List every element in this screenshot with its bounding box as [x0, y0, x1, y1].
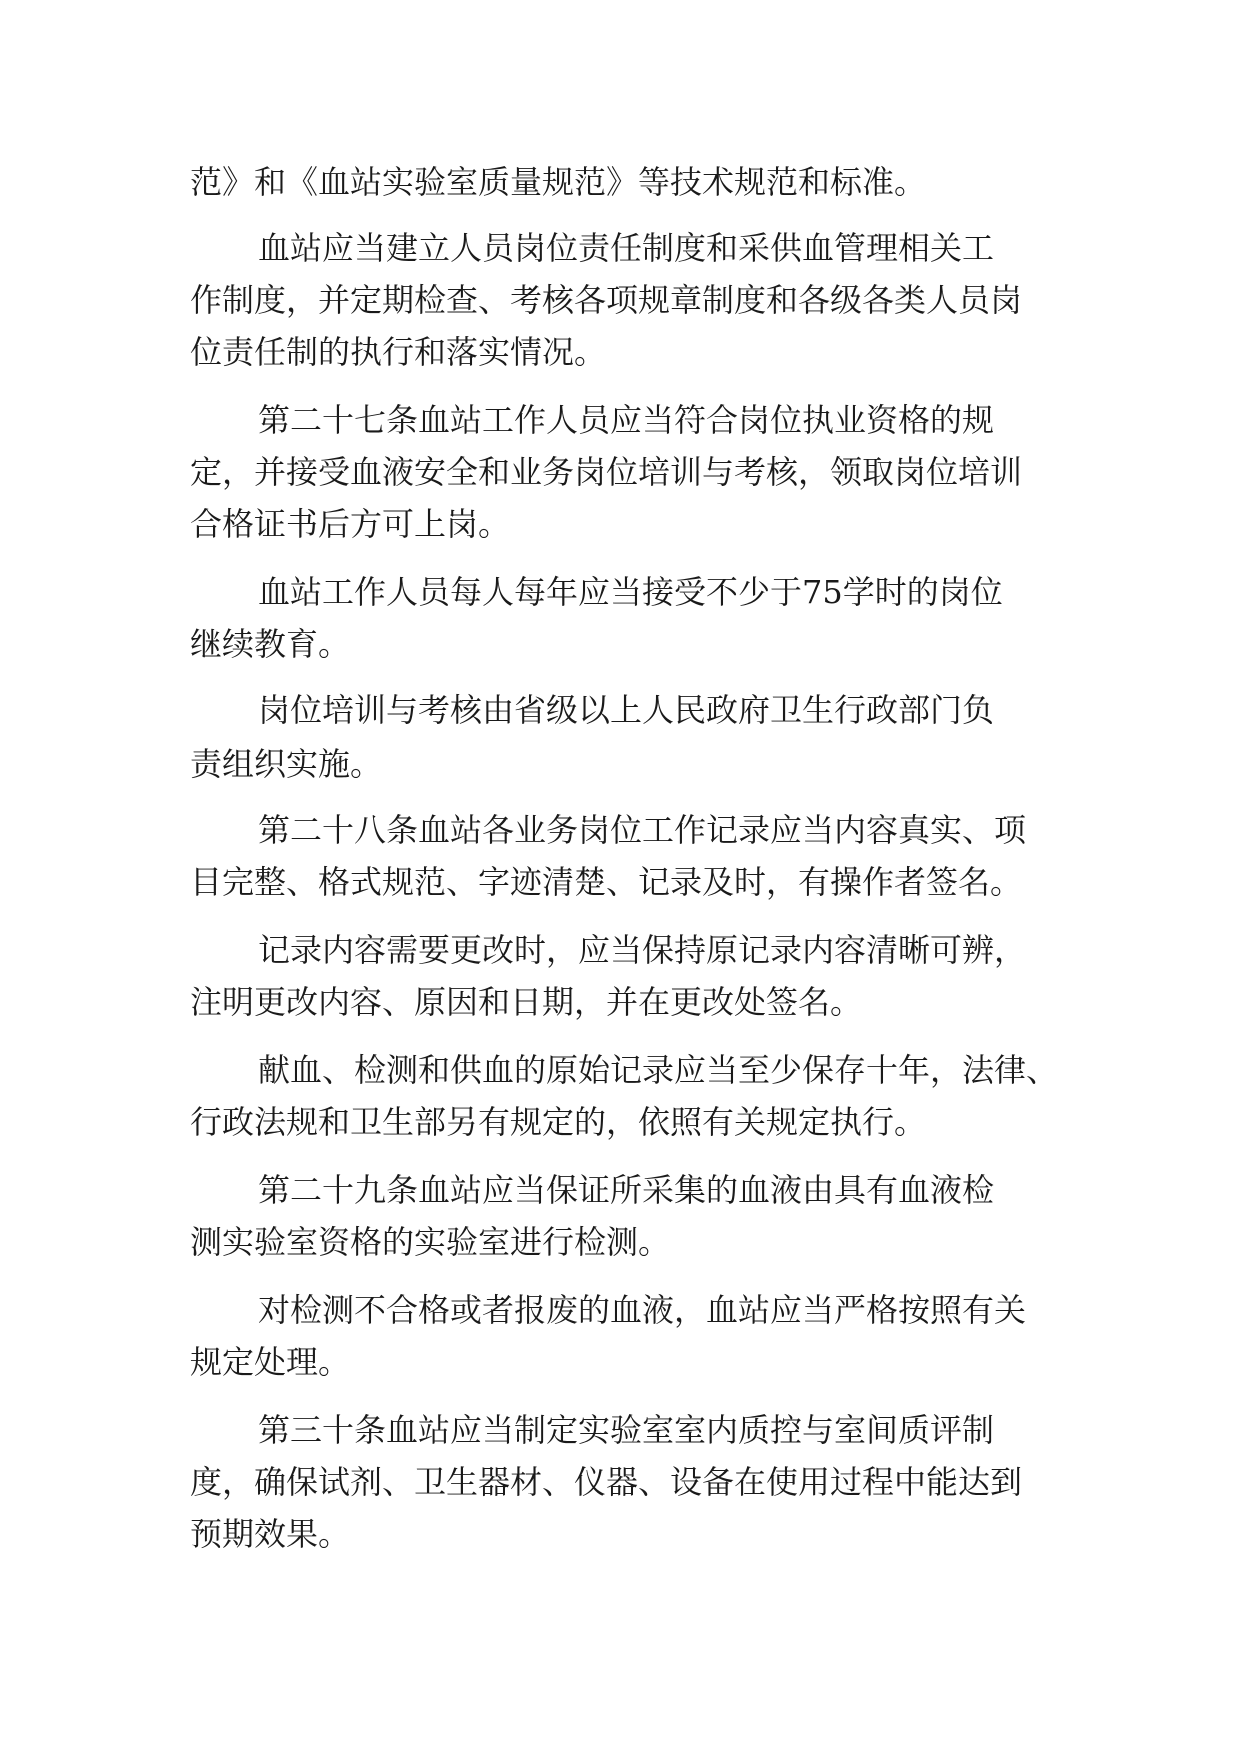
paragraph-4-line-2: 继续教育。 [190, 625, 351, 663]
paragraph-3-line-1: 第二十七条血站工作人员应当符合岗位执业资格的规 [258, 401, 995, 439]
paragraph-1-line-1: 范》和《血站实验室质量规范》等技术规范和标准。 [190, 163, 927, 201]
paragraph-2-line-1: 血站应当建立人员岗位责任制度和采供血管理相关工 [258, 229, 995, 267]
paragraph-11-line-2: 度，确保试剂、卫生器材、仪器、设备在使用过程中能达到 [190, 1463, 1023, 1501]
paragraph-8-line-1: 献血、检测和供血的原始记录应当至少保存十年，法律、 [258, 1051, 1059, 1089]
paragraph-9-line-2: 测实验室资格的实验室进行检测。 [190, 1223, 671, 1261]
paragraph-7-line-1: 记录内容需要更改时，应当保持原记录内容清晰可辨， [258, 931, 1027, 969]
paragraph-11-line-1: 第三十条血站应当制定实验室室内质控与室间质评制 [258, 1411, 995, 1449]
paragraph-2-line-2: 作制度，并定期检查、考核各项规章制度和各级各类人员岗 [190, 281, 1023, 319]
paragraph-5-line-2: 责组织实施。 [190, 745, 383, 783]
paragraph-2-line-3: 位责任制的执行和落实情况。 [190, 333, 607, 371]
paragraph-5-line-1: 岗位培训与考核由省级以上人民政府卫生行政部门负 [258, 691, 995, 729]
paragraph-11-line-3: 预期效果。 [190, 1515, 351, 1553]
paragraph-3-line-2: 定，并接受血液安全和业务岗位培训与考核，领取岗位培训 [190, 453, 1023, 491]
paragraph-3-line-3: 合格证书后方可上岗。 [190, 505, 511, 543]
paragraph-7-line-2: 注明更改内容、原因和日期，并在更改处签名。 [190, 983, 863, 1021]
paragraph-10-line-2: 规定处理。 [190, 1343, 351, 1381]
paragraph-8-line-2: 行政法规和卫生部另有规定的，依照有关规定执行。 [190, 1103, 927, 1141]
paragraph-10-line-1: 对检测不合格或者报废的血液，血站应当严格按照有关 [258, 1291, 1027, 1329]
paragraph-4-line-1: 血站工作人员每人每年应当接受不少于75学时的岗位 [258, 573, 1003, 611]
paragraph-6-line-1: 第二十八条血站各业务岗位工作记录应当内容真实、项 [258, 811, 1027, 849]
paragraph-9-line-1: 第二十九条血站应当保证所采集的血液由具有血液检 [258, 1171, 995, 1209]
paragraph-6-line-2: 目完整、格式规范、字迹清楚、记录及时，有操作者签名。 [190, 863, 1023, 901]
